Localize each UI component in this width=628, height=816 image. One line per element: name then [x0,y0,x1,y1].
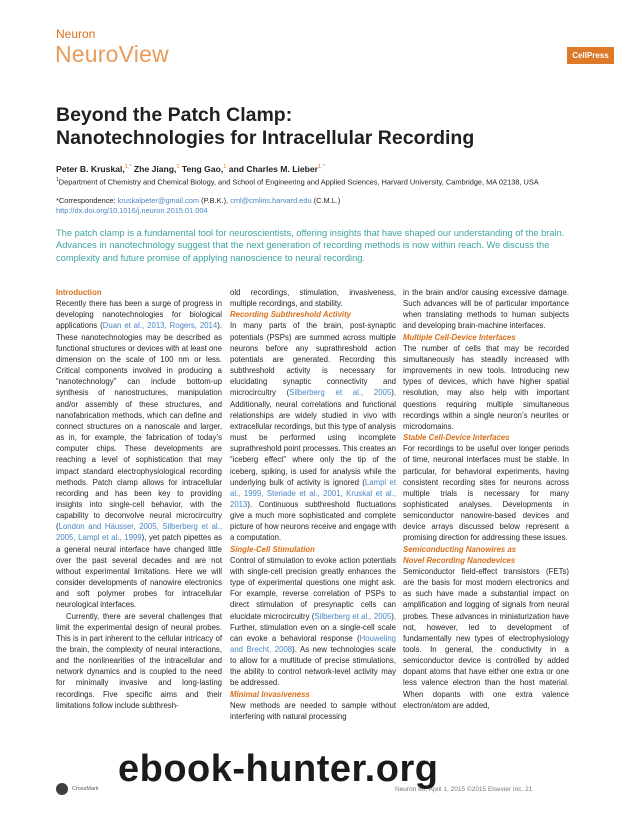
doi-link[interactable]: http://dx.doi.org/10.1016/j.neuron.2015.01.004 [56,206,208,215]
section-heading: Introduction [56,288,102,297]
paragraph: New methods are needed to sample without interfering with natural processing [230,700,396,721]
paragraph: in the brain and/or causing excessive damage. Such advances will be of particular importance when translating methods to human subjects and developing brain-machine interfaces. [403,288,569,331]
email-owner-1: (P.B.K.), [201,196,229,205]
subsection-heading: Recording Subthreshold Activity [230,310,352,320]
text-column-2 [230,287,396,722]
title-line-2: Nanotechnologies for Intracellular Recording [56,127,475,149]
author-mark: 1 [176,164,180,171]
watermark: ebook-hunter.org [118,748,439,790]
author-name: Zhe Jiang, [133,164,177,174]
email-link-2[interactable]: cml@cmliris.harvard.edu [230,196,312,205]
crossmark-icon[interactable] [56,783,68,795]
paragraph [230,555,396,689]
author-mark: 1 [223,164,227,171]
section-name: NeuroView [55,41,169,67]
text-column-3 [403,287,569,711]
correspondence [56,196,576,206]
citation-link[interactable]: Houweling and Brecht, 2008 [230,633,396,654]
author-name: Peter B. Kruskal, [56,164,125,174]
correspondence-label: *Correspondence: [56,196,116,205]
paragraph: For recordings to be useful over longer periods of time, neuronal interfaces must be stable. In particular, for behavioral experiments, having consistent recording sites for neurons across multiple trials is necessary for many sophisticated analyses. Developments in semiconductor nanowire-based devices and device arrays discussed below represent a promising direction for addressing these issues. [403,444,569,543]
citation-link[interactable]: Silberberg et al., 2005 [314,611,392,621]
citation-link[interactable]: Silberberg et al., 2005 [289,388,392,398]
subsection-heading [403,544,569,566]
publisher-logo[interactable]: CellPress [567,47,614,64]
affiliation-text: Department of Chemistry and Chemical Biology, and School of Engineering and Applied Sciences, Harvard University, Cambridge, MA 02138, USA [58,177,539,187]
email-owner-2: (C.M.L.) [313,196,341,205]
subsection-heading-line: Novel Recording Nanodevices [403,555,516,565]
abstract: The patch clamp is a fundamental tool for neuroscientists, offering insights that have shaped our understanding of the brain. Advances in nanotechnology suggest that the next generation of recording methods is now within reach. We discuss the complexity and future promise of applying nanoscience to neural recording. [56,228,565,263]
text-run: Control of stimulation to evoke action potentials with single-cell precision greatly enhances the type of experimental questions one might ask. For example, reverse correlation of PSPs to direct stimulation of presynaptic cells can elucidate microcircuitry ( [230,555,396,621]
paragraph: Semiconductor field-effect transistors (FETs) are the basis for most modern electronics and as such have made a substantial impact on amplification and logging of signals from neural probes. These advances in miniaturization have not, however, led to development of fundamentally new types of electrophysiology tools. In general, the conductivity in a semiconductor device is controlled by added dopant atoms that have either one extra or one less valence electron than the host material. When dopants with one extra valence electron/atom are added, [403,566,569,710]
author-mark: 1,* [124,164,132,171]
subsection-heading-line: Semiconducting Nanowires as [403,544,517,554]
title-line-1: Beyond the Patch Clamp: [56,104,293,126]
text-run: ). These nanotechnologies may be described as functional structures or devices with at least one dimension on the scale of 100 nm or less. Critical components involved in producing a “nanotechnology” can include bottom-up synthesis of nanostructures, manipulation and/or assembly of these structures, and nanofabrication methods, which can define and connect structures on a nanoscale and larger, as in, for example, the fabrication of today’s computer chips. These developments are reaching a level of sophistication that may impact standard electrophysiological recording methods. Patch clamp allows for intracellular recording and has been key to providing insights into single-cell behavior, with the capability to deconvolve neural microcircuitry ( [56,321,222,532]
citation-link[interactable]: London and Häusser, 2005, Silberberg et al., 2005, Lampl et al., 1999 [56,522,222,543]
crossmark-label: CrossMark [72,786,99,792]
author-name: Teng Gao, [181,164,224,174]
paragraph: The number of cells that may be recorded simultaneously has steadily increased with improvements in new tools. Introducing new types of devices, which have higher spatial resolution, may also help with important questions requiring multiple simultaneous recordings within a single neuron’s neurites or microdomains. [403,343,569,431]
text-run: ), yet patch pipettes as a general neural interface have changed little over the past several decades and are not without experimental limitations. Here we will consider developments of nanowire electronics and soft polymer probes for intracellular neurological interfaces. [56,533,222,610]
author-mark: 1,* [318,164,325,171]
citation-link[interactable]: Lampl et al., 1999, Steriade et al., 2001, Kruskal et al., 2013 [230,477,396,509]
email-link-1[interactable]: kruskalpeter@gmail.com [117,196,200,205]
subsection-heading: Multiple Cell-Device Interfaces [403,332,516,342]
paragraph: Currently, there are several challenges that limit the experimental design of neural probes. This is in part inherent to the cellular intricacy of the brain, the complexity of neural interactions, and the nonlinearities of the intracellular and network dynamics and is coupled to the need for minimally invasive and long-lasting recordings. Five specific aims and their limitations follow include subthresh- [56,611,222,710]
affiliation-mark: 1 [56,177,59,183]
text-run: In many parts of the brain, post-synaptic potentials (PSPs) are summed across multiple neurons before any suprathreshold action potentials are generated. Recording this subthreshold activity is necessary for elucidating synaptic connectivity and microcircuitry ( [230,321,396,398]
text-run: Recently there has been a surge of progress in developing nanotechnologies for biological applications ( [56,299,222,331]
affiliation [56,175,576,187]
subsection-heading: Minimal Invasiveness [230,689,310,699]
text-run: ). Continuous subthreshold fluctuations give a much more sophisticated and complete picture of how neurons receive and engage with a computation. [230,499,396,543]
journal-name: Neuron [56,27,96,41]
subsection-heading: Stable Cell-Device Interfaces [403,433,510,443]
paragraph: old recordings, stimulation, invasiveness, multiple recordings, and stability. [230,288,396,309]
author-list [56,164,325,174]
text-column-1 [56,287,222,711]
article-title [56,104,576,150]
text-run: ). Further, stimulation even on a single-cell scale can evoke a behavioral response ( [230,611,396,643]
paragraph [230,320,396,543]
author-name: and Charles M. Lieber [228,164,319,174]
paragraph [56,298,222,610]
page-citation: Neuron 86, April 1, 2015 ©2015 Elsevier Inc. 21 [395,786,533,793]
text-run: ). Additionally, neural correlations and functional relationships are widely studied in vivo with extracellular recordings, but this type of analysis must be performed using incomplete suprathreshold point processes. This creates an “iceberg effect” where only the tip of the iceberg, spiking, is used for analysis while the underlying bulk of activity is ignored ( [230,388,396,487]
text-run: ). As new technologies scale to allow for a multitude of precise stimulations, the ability to control network-level activity may be addressed. [230,645,397,688]
citation-link[interactable]: Duan et al., 2013, Rogers, 2014 [102,321,218,331]
subsection-heading: Single-Cell Stimulation [230,544,315,554]
